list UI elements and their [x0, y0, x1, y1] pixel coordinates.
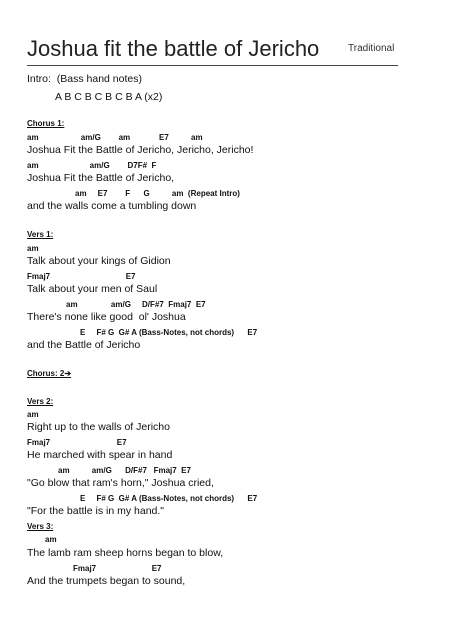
- chord-line: Fmaj7 E7: [27, 272, 136, 281]
- chord-line: Fmaj7 E7: [73, 564, 162, 573]
- lyric-line: and the Battle of Jericho: [27, 339, 141, 351]
- lyric-line: There's none like good ol' Joshua: [27, 311, 186, 323]
- song-credit: Traditional: [348, 43, 395, 54]
- intro-line: Intro: (Bass hand notes): [27, 73, 142, 85]
- lyric-line: Joshua Fit the Battle of Jericho, Jericho, Jericho!: [27, 144, 254, 156]
- lyric-line: Talk about your kings of Gidion: [27, 255, 171, 267]
- chord-line: am: [27, 410, 39, 419]
- lyric-line: And the trumpets began to sound,: [27, 575, 186, 587]
- chord-line: am am/G D7F# F: [27, 161, 157, 170]
- section-heading-vers-2: Vers 2:: [27, 397, 54, 406]
- chord-line: am am/G am E7 am: [27, 133, 203, 142]
- section-heading-chorus-2: Chorus: 2➔: [27, 369, 72, 378]
- lyric-line: "For the battle is in my hand.": [27, 505, 165, 517]
- song-title: Joshua fit the battle of Jericho: [27, 36, 320, 61]
- chord-line: E F# G G# A (Bass-Notes, not chords) E7: [80, 494, 258, 503]
- chord-line: am am/G D/F#7 Fmaj7 E7: [58, 466, 191, 475]
- section-heading-chorus-1: Chorus 1:: [27, 119, 65, 128]
- chord-line: am: [45, 535, 57, 544]
- lyric-line: "Go blow that ram's horn," Joshua cried,: [27, 477, 214, 489]
- chord-line: E F# G G# A (Bass-Notes, not chords) E7: [80, 328, 258, 337]
- section-heading-vers-3: Vers 3:: [27, 522, 54, 531]
- title-underline: [27, 65, 398, 66]
- section-heading-vers-1: Vers 1:: [27, 230, 54, 239]
- chord-line: am E7 F G am (Repeat Intro): [75, 189, 240, 198]
- lyric-line: The lamb ram sheep horns began to blow,: [27, 547, 224, 559]
- chord-line: am: [27, 244, 39, 253]
- intro-notes: A B C B C B C B A (x2): [55, 91, 163, 103]
- chord-line: am am/G D/F#7 Fmaj7 E7: [66, 300, 206, 309]
- lyric-line: Talk about your men of Saul: [27, 283, 158, 295]
- chord-line: Fmaj7 E7: [27, 438, 127, 447]
- lyric-line: Right up to the walls of Jericho: [27, 421, 170, 433]
- lyric-line: Joshua Fit the Battle of Jericho,: [27, 172, 175, 184]
- lyric-line: and the walls come a tumbling down: [27, 200, 197, 212]
- lyric-line: He marched with spear in hand: [27, 449, 173, 461]
